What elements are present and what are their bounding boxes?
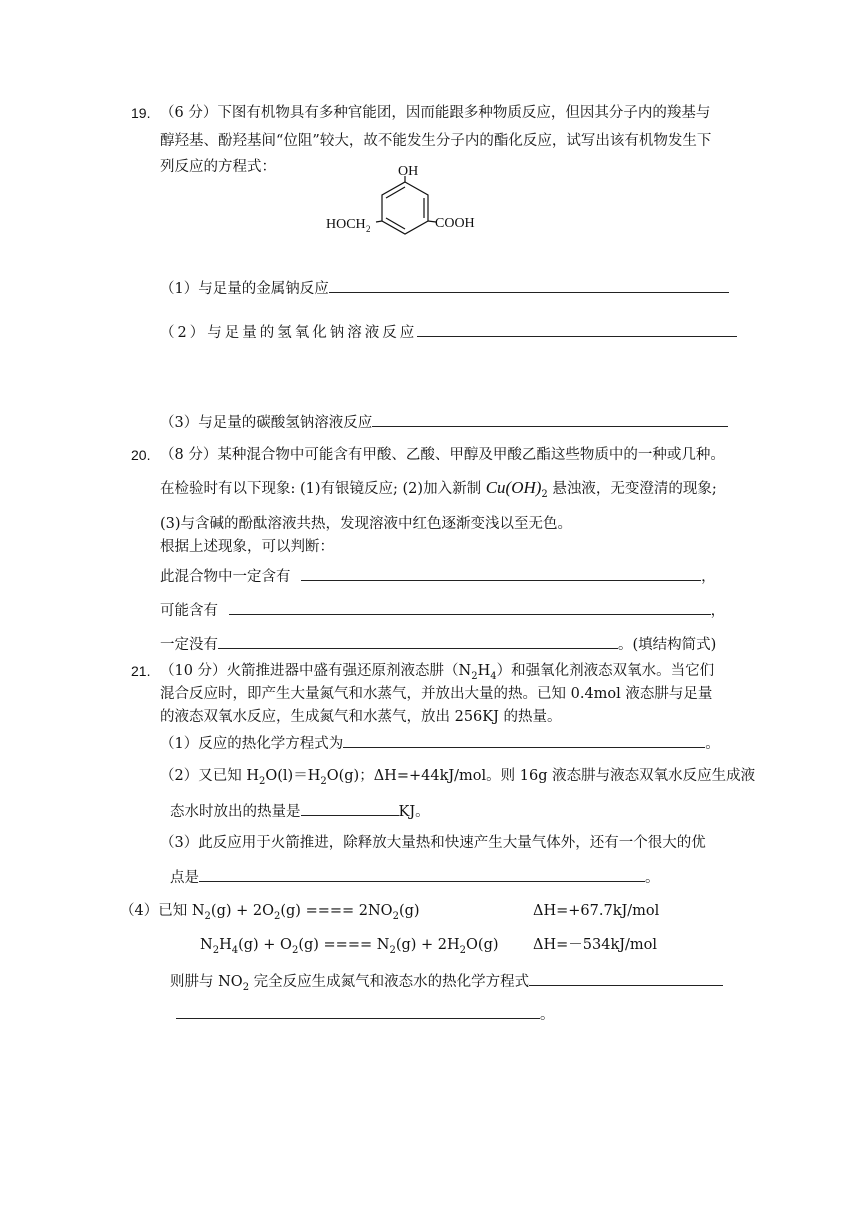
q21-intro-line1-c: ）和强氧化剂液态双氧水。当它们: [496, 663, 715, 679]
subscript: 4: [231, 944, 239, 956]
q21-part1-blank[interactable]: [343, 733, 705, 748]
period: 。: [540, 1007, 555, 1023]
eq2-a: N: [200, 937, 213, 953]
q21-equation-blank-2[interactable]: [176, 1004, 540, 1019]
q21-intro-line1-b: H: [477, 663, 491, 679]
subscript: 4: [490, 670, 497, 682]
q20-possible-label: 可能含有: [160, 603, 218, 619]
q21-intro-line1: [160, 662, 714, 680]
subscript: 2: [459, 944, 467, 956]
hoch2-group-label: HOCH: [326, 217, 366, 232]
q19-part1-label: （1）与足量的金属钠反应: [160, 281, 329, 297]
q21-part4-ask-b: 完全反应生成氮气和液态水的热化学方程式: [253, 974, 530, 990]
q20-intro-line2-b: 悬浊液，无变澄清的现象;: [552, 481, 717, 497]
oh-group-label: OH: [398, 164, 419, 179]
q20-certain-label: 此混合物中一定含有: [160, 569, 291, 585]
q20-line-absent: [160, 634, 716, 654]
q20-line-possible: [160, 600, 725, 620]
q20-intro-line1: （8 分）某种混合物中可能含有甲酸、乙酸、甲醇及甲酸乙酯这些物质中的一种或几种。: [160, 447, 725, 463]
cooh-group-label: COOH: [435, 216, 475, 231]
q21-intro-line3: 的液态双氧水反应，生成氮气和水蒸气，放出 256KJ 的热量。: [160, 709, 562, 725]
q21-part3-line1: （3）此反应用于火箭推进，除释放大量热和快速产生大量气体外，还有一个很大的优: [160, 835, 706, 851]
q21-part3-line2: [170, 867, 660, 887]
eq1-delta-h: ΔH=+67.7kJ/mol: [533, 903, 660, 919]
eq1-a: (g) + 2O: [210, 903, 274, 919]
q20-possible-blank[interactable]: [229, 600, 711, 615]
q21-advantage-blank[interactable]: [199, 867, 645, 882]
q21-number: 21.: [131, 663, 151, 679]
q21-part4-ask: [170, 971, 723, 991]
q21-intro-line2: 混合反应时，即产生大量氮气和水蒸气，并放出大量的热。已知 0.4mol 液态肼与足量: [160, 686, 713, 702]
q21-part2-c: O(g)；ΔH=+44kJ/mol。则 16g 液态肼与液态双氧水反应生成液: [326, 768, 756, 784]
q19-part3-label: （3）与足量的碳酸氢钠溶液反应: [160, 415, 373, 431]
q19-intro-line3: 列反应的方程式：: [160, 159, 276, 175]
q21-part4-label: （4）已知 N: [120, 903, 205, 919]
q19-part2-label: （2）与足量的氢氧化钠溶液反应: [160, 325, 418, 341]
period: 。: [645, 870, 660, 886]
hoch2-subscript: 2: [366, 224, 371, 234]
q19-part1: [160, 278, 729, 298]
q19-intro-line1: （6 分）下图有机物具有多种官能团，因而能跟多种物质反应，但因其分子内的羧基与: [160, 105, 711, 121]
subscript: 2: [392, 910, 399, 922]
q21-part2-heat-label: 态水时放出的热量是: [170, 804, 301, 820]
q19-part3-answer-blank[interactable]: [372, 412, 728, 427]
benzene-ring: [376, 176, 436, 234]
subscript: 2: [320, 775, 327, 787]
q20-absent-note: 。(填结构简式): [618, 637, 717, 653]
eq2-f: O(g): [466, 937, 499, 953]
eq1-b: (g) ==== 2NO: [280, 903, 393, 919]
q21-part2-line2: [170, 801, 430, 821]
q20-certain-blank[interactable]: [301, 566, 701, 581]
subscript: 2: [212, 944, 220, 956]
subscript: 2: [258, 775, 266, 787]
chemical-structure: [320, 160, 500, 240]
q20-intro-line2: [160, 479, 717, 498]
eq2-b: H: [219, 937, 232, 953]
q19-part3: [160, 412, 728, 432]
q21-equation-blank-1[interactable]: [529, 971, 723, 986]
q20-intro-line4: 根据上述现象，可以判断：: [160, 539, 334, 555]
q20-intro-line3: (3)与含碱的酚酞溶液共热，发现溶液中红色逐渐变浅以至无色。: [160, 516, 573, 532]
q21-part4-eq1: [120, 902, 420, 920]
subscript: 2: [273, 910, 281, 922]
q21-heat-blank[interactable]: [301, 801, 399, 816]
subscript: 2: [471, 670, 478, 682]
subscript: 2: [291, 944, 299, 956]
q19-part1-answer-blank[interactable]: [329, 278, 729, 293]
q20-line-certain: [160, 566, 716, 586]
q20-intro-line2-a: 在检验时有以下现象: (1)有银镜反应; (2)加入新制: [160, 481, 482, 497]
period: 。: [705, 736, 720, 752]
q19-part2-answer-blank[interactable]: [417, 322, 737, 337]
q20-certain-comma: ，: [701, 569, 716, 585]
q21-part2-b: O(l)＝H: [265, 768, 321, 784]
q21-part2-a: （2）又已知 H: [160, 768, 259, 784]
subscript: 2: [389, 944, 396, 956]
eq2-delta-h: ΔH=－534kJ/mol: [533, 937, 658, 953]
q21-part4-ask-a: 则肼与 NO: [170, 974, 243, 990]
q20-number: 20.: [131, 447, 151, 463]
q21-part2: [160, 767, 755, 785]
eq2-c: (g) + O: [238, 937, 292, 953]
q19-number: 19.: [131, 105, 151, 121]
q21-part1: [160, 733, 720, 753]
q20-absent-label: 一定没有: [160, 637, 218, 653]
formula-subscript: 2: [541, 488, 548, 500]
eq1-c: (g): [398, 903, 420, 919]
q21-intro-line1-a: （10 分）火箭推进器中盛有强还原剂液态肼（N: [160, 663, 472, 679]
q21-part3-label: 点是: [170, 870, 199, 886]
q19-intro-line2: 醇羟基、酚羟基间“位阻”较大，故不能发生分子内的酯化反应，试写出该有机物发生下: [160, 133, 712, 149]
subscript: 2: [242, 981, 250, 993]
copper-hydroxide-formula: Cu(OH): [485, 478, 542, 497]
eq2-d: (g) ==== N: [298, 937, 390, 953]
q21-part4-eq2: [200, 936, 499, 954]
unit-kj: KJ。: [398, 804, 430, 820]
q21-part4-line2: [176, 1004, 555, 1024]
q19-part2: [160, 322, 737, 342]
q20-possible-comma: ，: [710, 603, 726, 619]
eq2-e: (g) + 2H: [395, 937, 460, 953]
q21-part1-label: （1）反应的热化学方程式为: [160, 736, 344, 752]
q20-absent-blank[interactable]: [218, 634, 618, 649]
subscript: 2: [204, 910, 211, 922]
